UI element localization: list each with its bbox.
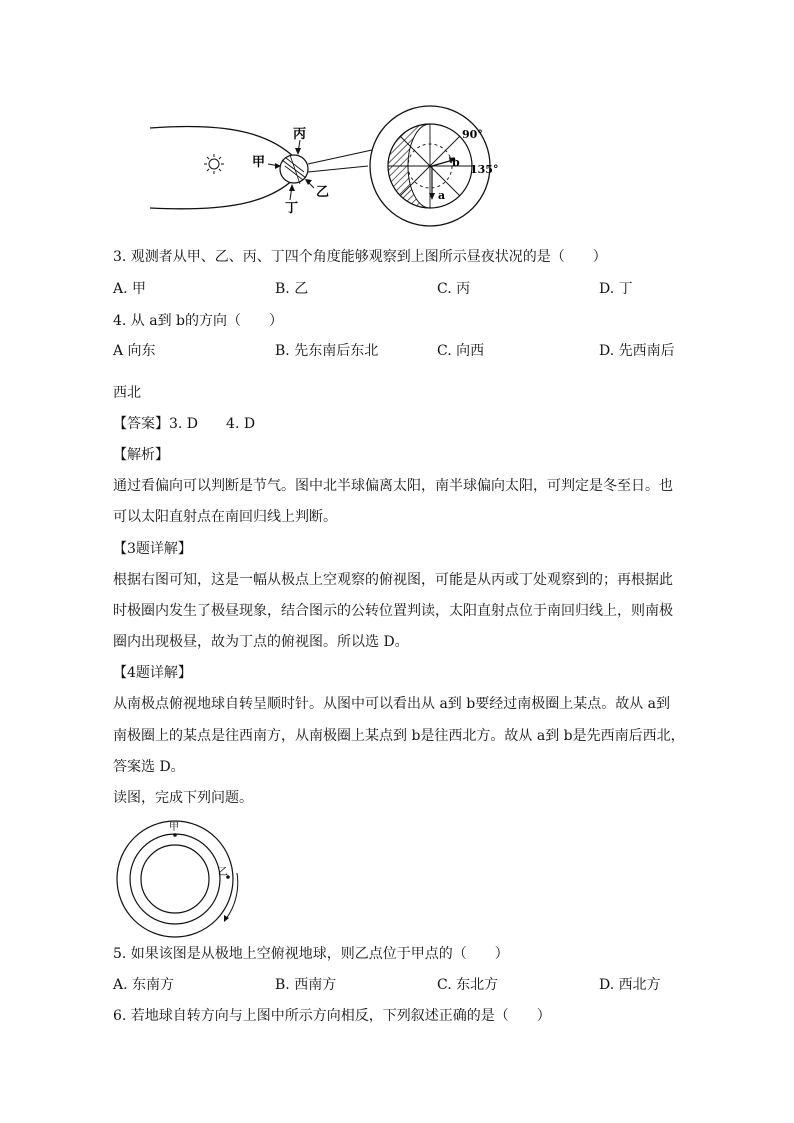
- earth-small: [280, 155, 308, 184]
- analysis-label: 【解析】: [113, 447, 169, 463]
- q6-stem: 6. 若地球自转方向与上图中所示方向相反，下列叙述正确的是（ ）: [113, 1008, 551, 1024]
- q4-option-a[interactable]: A 向东: [113, 343, 156, 359]
- q5-option-c[interactable]: C. 东北方: [437, 977, 499, 993]
- orbit-lower-arc: [150, 178, 295, 209]
- q5-option-d[interactable]: D. 西北方: [599, 977, 661, 993]
- detail3-label: 【3题详解】: [113, 541, 192, 557]
- point-jia: [173, 833, 177, 837]
- detail4-line: 南极圈上的某点是往西南方，从南极圈上某点到 b是往西北方。故从 a到 b是先西南后西北，: [113, 728, 685, 744]
- q3-option-d[interactable]: D. 丁: [599, 281, 633, 297]
- middle-circle: [130, 834, 220, 924]
- label-135deg: 135°: [470, 163, 499, 176]
- outer-circle: [117, 821, 233, 937]
- label-jia: 甲: [169, 822, 179, 833]
- q3-option-c[interactable]: C. 丙: [437, 281, 471, 297]
- polar-circles-figure: [110, 815, 250, 940]
- q3-option-a[interactable]: A. 甲: [113, 281, 147, 297]
- rotation-arrow: [226, 873, 238, 919]
- inner-circle: [141, 845, 209, 913]
- q5-option-b[interactable]: B. 西南方: [275, 977, 337, 993]
- orbit-upper-arc: [150, 126, 295, 158]
- detail4-line: 从南极点俯视地球自转呈顺时针。从图中可以看出从 a到 b要经过南极圈上某点。故从 a到: [113, 696, 671, 712]
- intro-read-figure: 读图，完成下列问题。: [113, 790, 253, 806]
- detail4-label: 【4题详解】: [113, 665, 192, 681]
- label-b: b: [452, 156, 460, 169]
- sun-icon: [204, 154, 224, 174]
- answer-text: 3. D 4. D: [169, 416, 256, 432]
- q4-option-d[interactable]: D. 先西南后: [599, 343, 675, 359]
- label-ding: 丁: [285, 201, 299, 216]
- label-yi: 乙: [316, 185, 330, 200]
- detail3-line: 根据右图可知，这是一幅从极点上空观察的俯视图，可能是从丙或丁处观察到的；再根据此: [113, 572, 673, 588]
- q5-option-a[interactable]: A. 东南方: [113, 977, 175, 993]
- detail3-line: 时极圈内发生了极昼现象，结合图示的公转位置判读，太阳直射点位于南回归线上，则南极: [113, 603, 673, 619]
- q4-option-d-wrap: 西北: [113, 385, 141, 401]
- q5-stem: 5. 如果该图是从极地上空俯视地球，则乙点位于甲点的（ ）: [113, 946, 509, 962]
- q4-stem: 4. 从 a到 b的方向（ ）: [113, 313, 284, 329]
- label-bing: 丙: [293, 127, 307, 142]
- detail3-line: 圈内出现极昼，故为丁点的俯视图。所以选 D。: [113, 634, 409, 650]
- label-jia: 甲: [252, 155, 266, 170]
- q4-option-b[interactable]: B. 先东南后东北: [275, 343, 379, 359]
- label-90deg: 90°: [462, 128, 483, 141]
- detail4-line: 答案选 D。: [113, 759, 185, 775]
- q4-option-c[interactable]: C. 向西: [437, 343, 485, 359]
- label-a: a: [438, 189, 446, 202]
- label-yi: 乙: [218, 867, 228, 878]
- analysis-line: 可以太阳直射点在南回归线上判断。: [113, 509, 337, 525]
- answer: [113, 414, 255, 434]
- q3-option-b[interactable]: B. 乙: [275, 281, 309, 297]
- answer-label: 【答案】: [113, 416, 169, 432]
- analysis-line: 通过看偏向可以判断是节气。图中北半球偏离太阳，南半球偏向太阳，可判定是冬至日。也: [113, 478, 673, 494]
- orbit-figure: [140, 100, 510, 230]
- q3-stem: 3. 观测者从甲、乙、丙、丁四个角度能够观察到上图所示昼夜状况的是（ ）: [113, 249, 607, 265]
